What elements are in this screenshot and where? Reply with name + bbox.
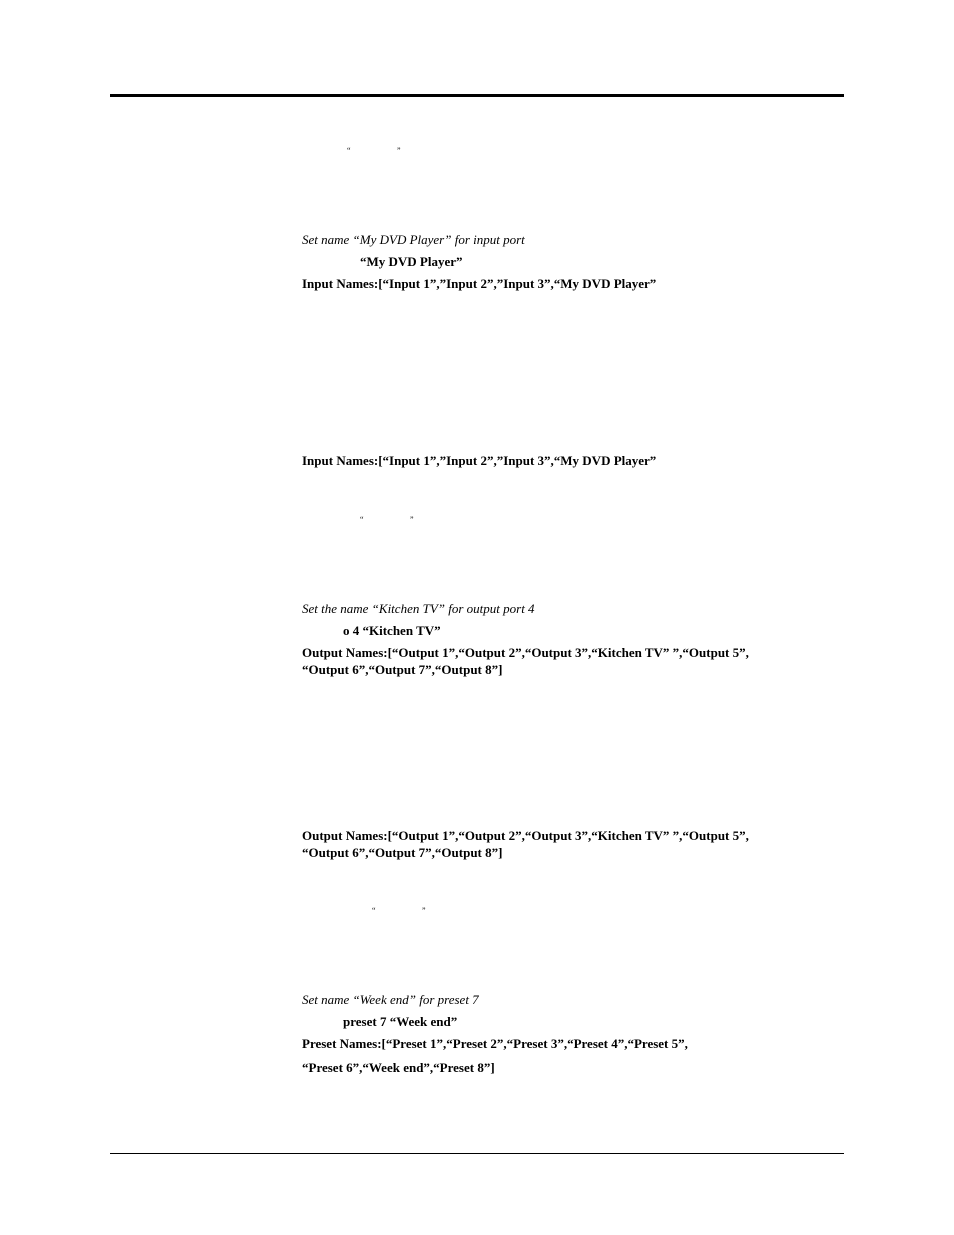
input-syntax-close-quote: ” bbox=[397, 146, 401, 155]
preset-syntax-open-quote: “ bbox=[372, 906, 376, 915]
preset-syntax-close-quote: ” bbox=[422, 906, 426, 915]
output-example-caption: Set the name “Kitchen TV” for output port 4 bbox=[302, 601, 535, 616]
output-syntax-open-quote: “ bbox=[360, 515, 364, 524]
footer-rule bbox=[110, 1153, 844, 1154]
preset-example-command: preset 7 “Week end” bbox=[343, 1014, 458, 1029]
output-example-response-line1: Output Names:[“Output 1”,“Output 2”,“Output 3”,“Kitchen TV” ”,“Output 5”, bbox=[302, 645, 749, 660]
preset-example-response-line1: Preset Names:[“Preset 1”,“Preset 2”,“Preset 3”,“Preset 4”,“Preset 5”, bbox=[302, 1036, 688, 1051]
preset-example-caption: Set name “Week end” for preset 7 bbox=[302, 992, 479, 1007]
input-syntax-open-quote: “ bbox=[347, 146, 351, 155]
input-query-response: Input Names:[“Input 1”,”Input 2”,”Input 3”,“My DVD Player” bbox=[302, 453, 657, 468]
output-syntax-close-quote: ” bbox=[410, 515, 414, 524]
preset-example-response-line2: “Preset 6”,“Week end”,“Preset 8”] bbox=[302, 1060, 495, 1075]
header-rule bbox=[110, 94, 844, 97]
input-example-command: “My DVD Player” bbox=[360, 254, 463, 269]
output-query-response-line2: “Output 6”,“Output 7”,“Output 8”] bbox=[302, 845, 503, 860]
output-example-response-line2: “Output 6”,“Output 7”,“Output 8”] bbox=[302, 662, 503, 677]
input-example-caption: Set name “My DVD Player” for input port bbox=[302, 232, 525, 247]
input-example-response: Input Names:[“Input 1”,”Input 2”,”Input 3”,“My DVD Player” bbox=[302, 276, 657, 291]
output-example-command: o 4 “Kitchen TV” bbox=[343, 623, 441, 638]
output-query-response-line1: Output Names:[“Output 1”,“Output 2”,“Output 3”,“Kitchen TV” ”,“Output 5”, bbox=[302, 828, 749, 843]
